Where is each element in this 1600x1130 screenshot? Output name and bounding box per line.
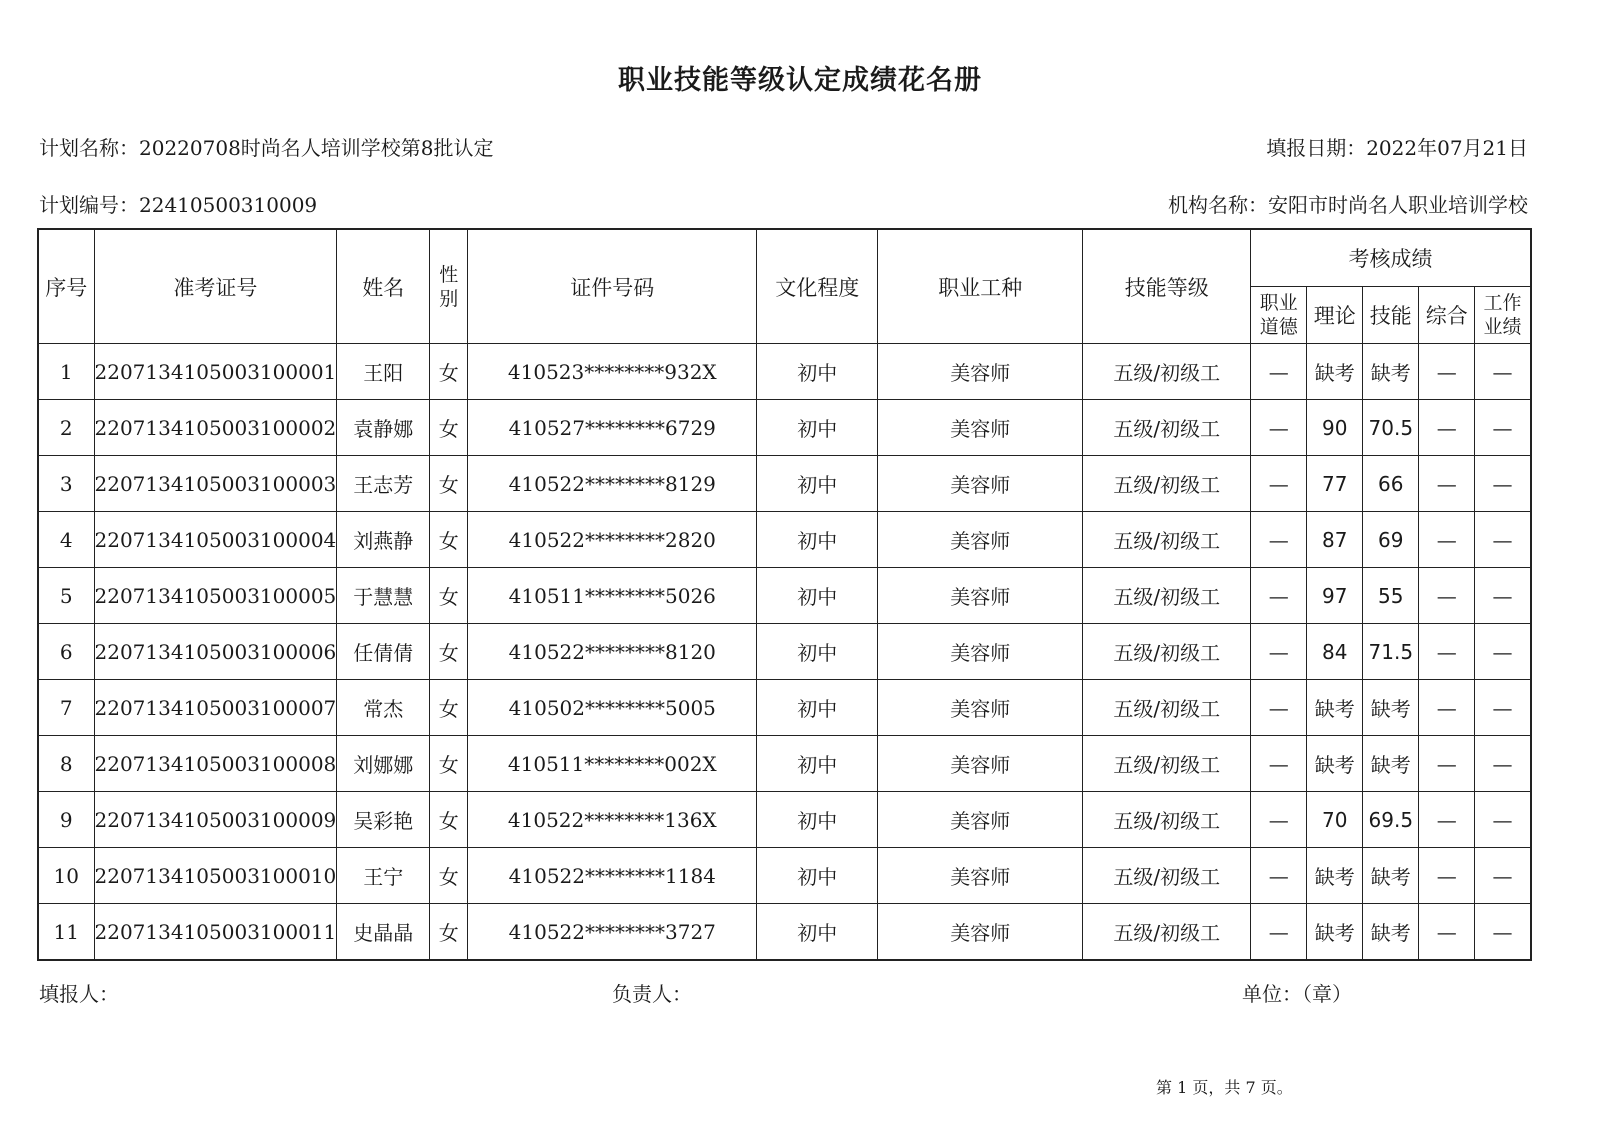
cell-skill-level: 五级/初级工 — [1083, 568, 1251, 624]
cell-theory: 90 — [1307, 400, 1363, 456]
cell-name: 王志芳 — [337, 456, 430, 512]
cell-skill-level: 五级/初级工 — [1083, 624, 1251, 680]
cell-id-number: 410522********3727 — [468, 904, 757, 961]
table-row — [38, 680, 1531, 736]
cell-ticket-number: 2207134105003100002 — [94, 400, 337, 456]
cell-overall: — — [1419, 624, 1475, 680]
cell-education: 初中 — [757, 792, 878, 848]
cell-skill: 缺考 — [1363, 736, 1419, 792]
cell-occupation: 美容师 — [878, 792, 1083, 848]
cell-occupation: 美容师 — [878, 624, 1083, 680]
cell-ticket-number: 2207134105003100001 — [94, 344, 337, 400]
header-theory: 理论 — [1307, 287, 1363, 344]
header-skill-level: 技能等级 — [1083, 229, 1251, 344]
cell-overall: — — [1419, 568, 1475, 624]
cell-overall: — — [1419, 736, 1475, 792]
cell-overall: — — [1419, 512, 1475, 568]
header-work-line1: 工作 — [1483, 292, 1522, 314]
header-id-number: 证件号码 — [468, 229, 757, 344]
page-indicator: 第 1 页，共 7 页。 — [1156, 1078, 1293, 1097]
cell-theory: 缺考 — [1307, 736, 1363, 792]
cell-theory: 缺考 — [1307, 344, 1363, 400]
roster-body — [38, 344, 1531, 961]
cell-education: 初中 — [757, 456, 878, 512]
cell-ticket-number: 2207134105003100004 — [94, 512, 337, 568]
cell-id-number: 410511********5026 — [468, 568, 757, 624]
cell-occupation: 美容师 — [878, 512, 1083, 568]
cell-skill-level: 五级/初级工 — [1083, 456, 1251, 512]
cell-name: 王宁 — [337, 848, 430, 904]
table-row — [38, 736, 1531, 792]
cell-name: 任倩倩 — [337, 624, 430, 680]
cell-name: 史晶晶 — [337, 904, 430, 961]
cell-name: 吴彩艳 — [337, 792, 430, 848]
header-skill: 技能 — [1363, 287, 1419, 344]
cell-overall: — — [1419, 848, 1475, 904]
cell-occupation: 美容师 — [878, 400, 1083, 456]
cell-gender: 女 — [430, 904, 468, 961]
cell-gender: 女 — [430, 400, 468, 456]
cell-occupation: 美容师 — [878, 904, 1083, 961]
table-row — [38, 904, 1531, 961]
cell-work-performance: — — [1475, 680, 1531, 736]
cell-occupation: 美容师 — [878, 736, 1083, 792]
cell-theory: 87 — [1307, 512, 1363, 568]
cell-work-performance: — — [1475, 904, 1531, 961]
cell-name: 王阳 — [337, 344, 430, 400]
cell-ethics: — — [1251, 456, 1307, 512]
cell-work-performance: — — [1475, 792, 1531, 848]
cell-skill: 66 — [1363, 456, 1419, 512]
filler-label: 填报人： — [39, 982, 119, 1006]
header-name: 姓名 — [337, 229, 430, 344]
cell-theory: 84 — [1307, 624, 1363, 680]
cell-ticket-number: 2207134105003100011 — [94, 904, 337, 961]
header-overall: 综合 — [1419, 287, 1475, 344]
header-occupation: 职业工种 — [878, 229, 1083, 344]
header-ethics-line2: 道德 — [1259, 316, 1298, 338]
cell-skill-level: 五级/初级工 — [1083, 680, 1251, 736]
cell-ticket-number: 2207134105003100010 — [94, 848, 337, 904]
cell-work-performance: — — [1475, 568, 1531, 624]
cell-ticket-number: 2207134105003100009 — [94, 792, 337, 848]
cell-seq: 10 — [38, 848, 94, 904]
cell-seq: 2 — [38, 400, 94, 456]
score-roster-table — [37, 228, 1532, 961]
cell-education: 初中 — [757, 848, 878, 904]
cell-occupation: 美容师 — [878, 344, 1083, 400]
table-row — [38, 400, 1531, 456]
cell-ticket-number: 2207134105003100005 — [94, 568, 337, 624]
header-ethics-line1: 职业 — [1259, 292, 1298, 314]
cell-gender: 女 — [430, 624, 468, 680]
cell-skill: 69.5 — [1363, 792, 1419, 848]
responsible-label: 负责人： — [612, 982, 692, 1006]
cell-theory: 97 — [1307, 568, 1363, 624]
cell-skill: 71.5 — [1363, 624, 1419, 680]
table-row — [38, 344, 1531, 400]
cell-education: 初中 — [757, 680, 878, 736]
table-row — [38, 624, 1531, 680]
plan-number: 计划编号：22410500310009 — [39, 193, 318, 217]
cell-name: 常杰 — [337, 680, 430, 736]
cell-occupation: 美容师 — [878, 680, 1083, 736]
cell-occupation: 美容师 — [878, 456, 1083, 512]
cell-seq: 4 — [38, 512, 94, 568]
cell-skill: 缺考 — [1363, 680, 1419, 736]
header-work-line2: 业绩 — [1483, 316, 1522, 338]
cell-skill: 缺考 — [1363, 904, 1419, 961]
cell-name: 袁静娜 — [337, 400, 430, 456]
cell-id-number: 410527********6729 — [468, 400, 757, 456]
header-gender — [430, 229, 468, 344]
cell-ethics: — — [1251, 736, 1307, 792]
cell-work-performance: — — [1475, 512, 1531, 568]
table-row — [38, 568, 1531, 624]
cell-id-number: 410523********932X — [468, 344, 757, 400]
cell-name: 刘娜娜 — [337, 736, 430, 792]
cell-overall: — — [1419, 456, 1475, 512]
cell-skill: 55 — [1363, 568, 1419, 624]
table-row — [38, 848, 1531, 904]
cell-skill-level: 五级/初级工 — [1083, 736, 1251, 792]
cell-seq: 5 — [38, 568, 94, 624]
cell-seq: 9 — [38, 792, 94, 848]
cell-id-number: 410511********002X — [468, 736, 757, 792]
cell-overall: — — [1419, 400, 1475, 456]
cell-id-number: 410522********2820 — [468, 512, 757, 568]
cell-id-number: 410502********5005 — [468, 680, 757, 736]
cell-ticket-number: 2207134105003100007 — [94, 680, 337, 736]
header-scores: 考核成绩 — [1251, 229, 1531, 287]
cell-theory: 缺考 — [1307, 904, 1363, 961]
cell-skill-level: 五级/初级工 — [1083, 512, 1251, 568]
cell-skill-level: 五级/初级工 — [1083, 792, 1251, 848]
cell-overall: — — [1419, 904, 1475, 961]
cell-gender: 女 — [430, 680, 468, 736]
header-work-performance — [1475, 287, 1531, 344]
cell-skill-level: 五级/初级工 — [1083, 344, 1251, 400]
cell-ethics: — — [1251, 344, 1307, 400]
cell-skill: 缺考 — [1363, 848, 1419, 904]
cell-ethics: — — [1251, 624, 1307, 680]
cell-theory: 70 — [1307, 792, 1363, 848]
cell-overall: — — [1419, 680, 1475, 736]
report-date: 填报日期：2022年07月21日 — [1266, 136, 1528, 160]
cell-gender: 女 — [430, 568, 468, 624]
plan-name: 计划名称：20220708时尚名人培训学校第8批认定 — [39, 136, 494, 160]
cell-gender: 女 — [430, 456, 468, 512]
cell-overall: — — [1419, 344, 1475, 400]
cell-seq: 1 — [38, 344, 94, 400]
cell-work-performance: — — [1475, 400, 1531, 456]
table-row — [38, 456, 1531, 512]
cell-overall: — — [1419, 792, 1475, 848]
cell-name: 刘燕静 — [337, 512, 430, 568]
cell-skill: 70.5 — [1363, 400, 1419, 456]
cell-gender: 女 — [430, 512, 468, 568]
header-gender-line2: 别 — [439, 287, 459, 310]
header-seq: 序号 — [38, 229, 94, 344]
cell-work-performance: — — [1475, 848, 1531, 904]
cell-education: 初中 — [757, 624, 878, 680]
cell-gender: 女 — [430, 792, 468, 848]
header-education: 文化程度 — [757, 229, 878, 344]
cell-theory: 77 — [1307, 456, 1363, 512]
cell-work-performance: — — [1475, 736, 1531, 792]
cell-ticket-number: 2207134105003100006 — [94, 624, 337, 680]
table-row — [38, 792, 1531, 848]
cell-work-performance: — — [1475, 344, 1531, 400]
cell-gender: 女 — [430, 848, 468, 904]
cell-education: 初中 — [757, 568, 878, 624]
cell-ethics: — — [1251, 904, 1307, 961]
cell-education: 初中 — [757, 904, 878, 961]
cell-skill-level: 五级/初级工 — [1083, 400, 1251, 456]
cell-ethics: — — [1251, 792, 1307, 848]
cell-ticket-number: 2207134105003100008 — [94, 736, 337, 792]
cell-name: 于慧慧 — [337, 568, 430, 624]
cell-ethics: — — [1251, 568, 1307, 624]
cell-skill-level: 五级/初级工 — [1083, 904, 1251, 961]
cell-id-number: 410522********1184 — [468, 848, 757, 904]
cell-ethics: — — [1251, 680, 1307, 736]
cell-education: 初中 — [757, 400, 878, 456]
cell-ethics: — — [1251, 400, 1307, 456]
header-ethics — [1251, 287, 1307, 344]
cell-theory: 缺考 — [1307, 680, 1363, 736]
cell-gender: 女 — [430, 736, 468, 792]
cell-ticket-number: 2207134105003100003 — [94, 456, 337, 512]
cell-seq: 7 — [38, 680, 94, 736]
cell-id-number: 410522********8120 — [468, 624, 757, 680]
cell-gender: 女 — [430, 344, 468, 400]
table-row — [38, 512, 1531, 568]
cell-ethics: — — [1251, 512, 1307, 568]
cell-work-performance: — — [1475, 624, 1531, 680]
cell-skill-level: 五级/初级工 — [1083, 848, 1251, 904]
cell-skill: 69 — [1363, 512, 1419, 568]
cell-seq: 6 — [38, 624, 94, 680]
cell-seq: 11 — [38, 904, 94, 961]
cell-id-number: 410522********8129 — [468, 456, 757, 512]
cell-education: 初中 — [757, 512, 878, 568]
organization-name: 机构名称：安阳市时尚名人职业培训学校 — [1168, 193, 1528, 217]
cell-education: 初中 — [757, 344, 878, 400]
cell-skill: 缺考 — [1363, 344, 1419, 400]
cell-id-number: 410522********136X — [468, 792, 757, 848]
cell-education: 初中 — [757, 736, 878, 792]
cell-occupation: 美容师 — [878, 568, 1083, 624]
cell-ethics: — — [1251, 848, 1307, 904]
cell-occupation: 美容师 — [878, 848, 1083, 904]
cell-seq: 3 — [38, 456, 94, 512]
document-title: 职业技能等级认定成绩花名册 — [618, 65, 982, 96]
cell-seq: 8 — [38, 736, 94, 792]
unit-seal-label: 单位：（章） — [1242, 982, 1352, 1006]
header-gender-line1: 性 — [439, 263, 459, 286]
cell-theory: 缺考 — [1307, 848, 1363, 904]
header-ticket-number: 准考证号 — [94, 229, 337, 344]
cell-work-performance: — — [1475, 456, 1531, 512]
